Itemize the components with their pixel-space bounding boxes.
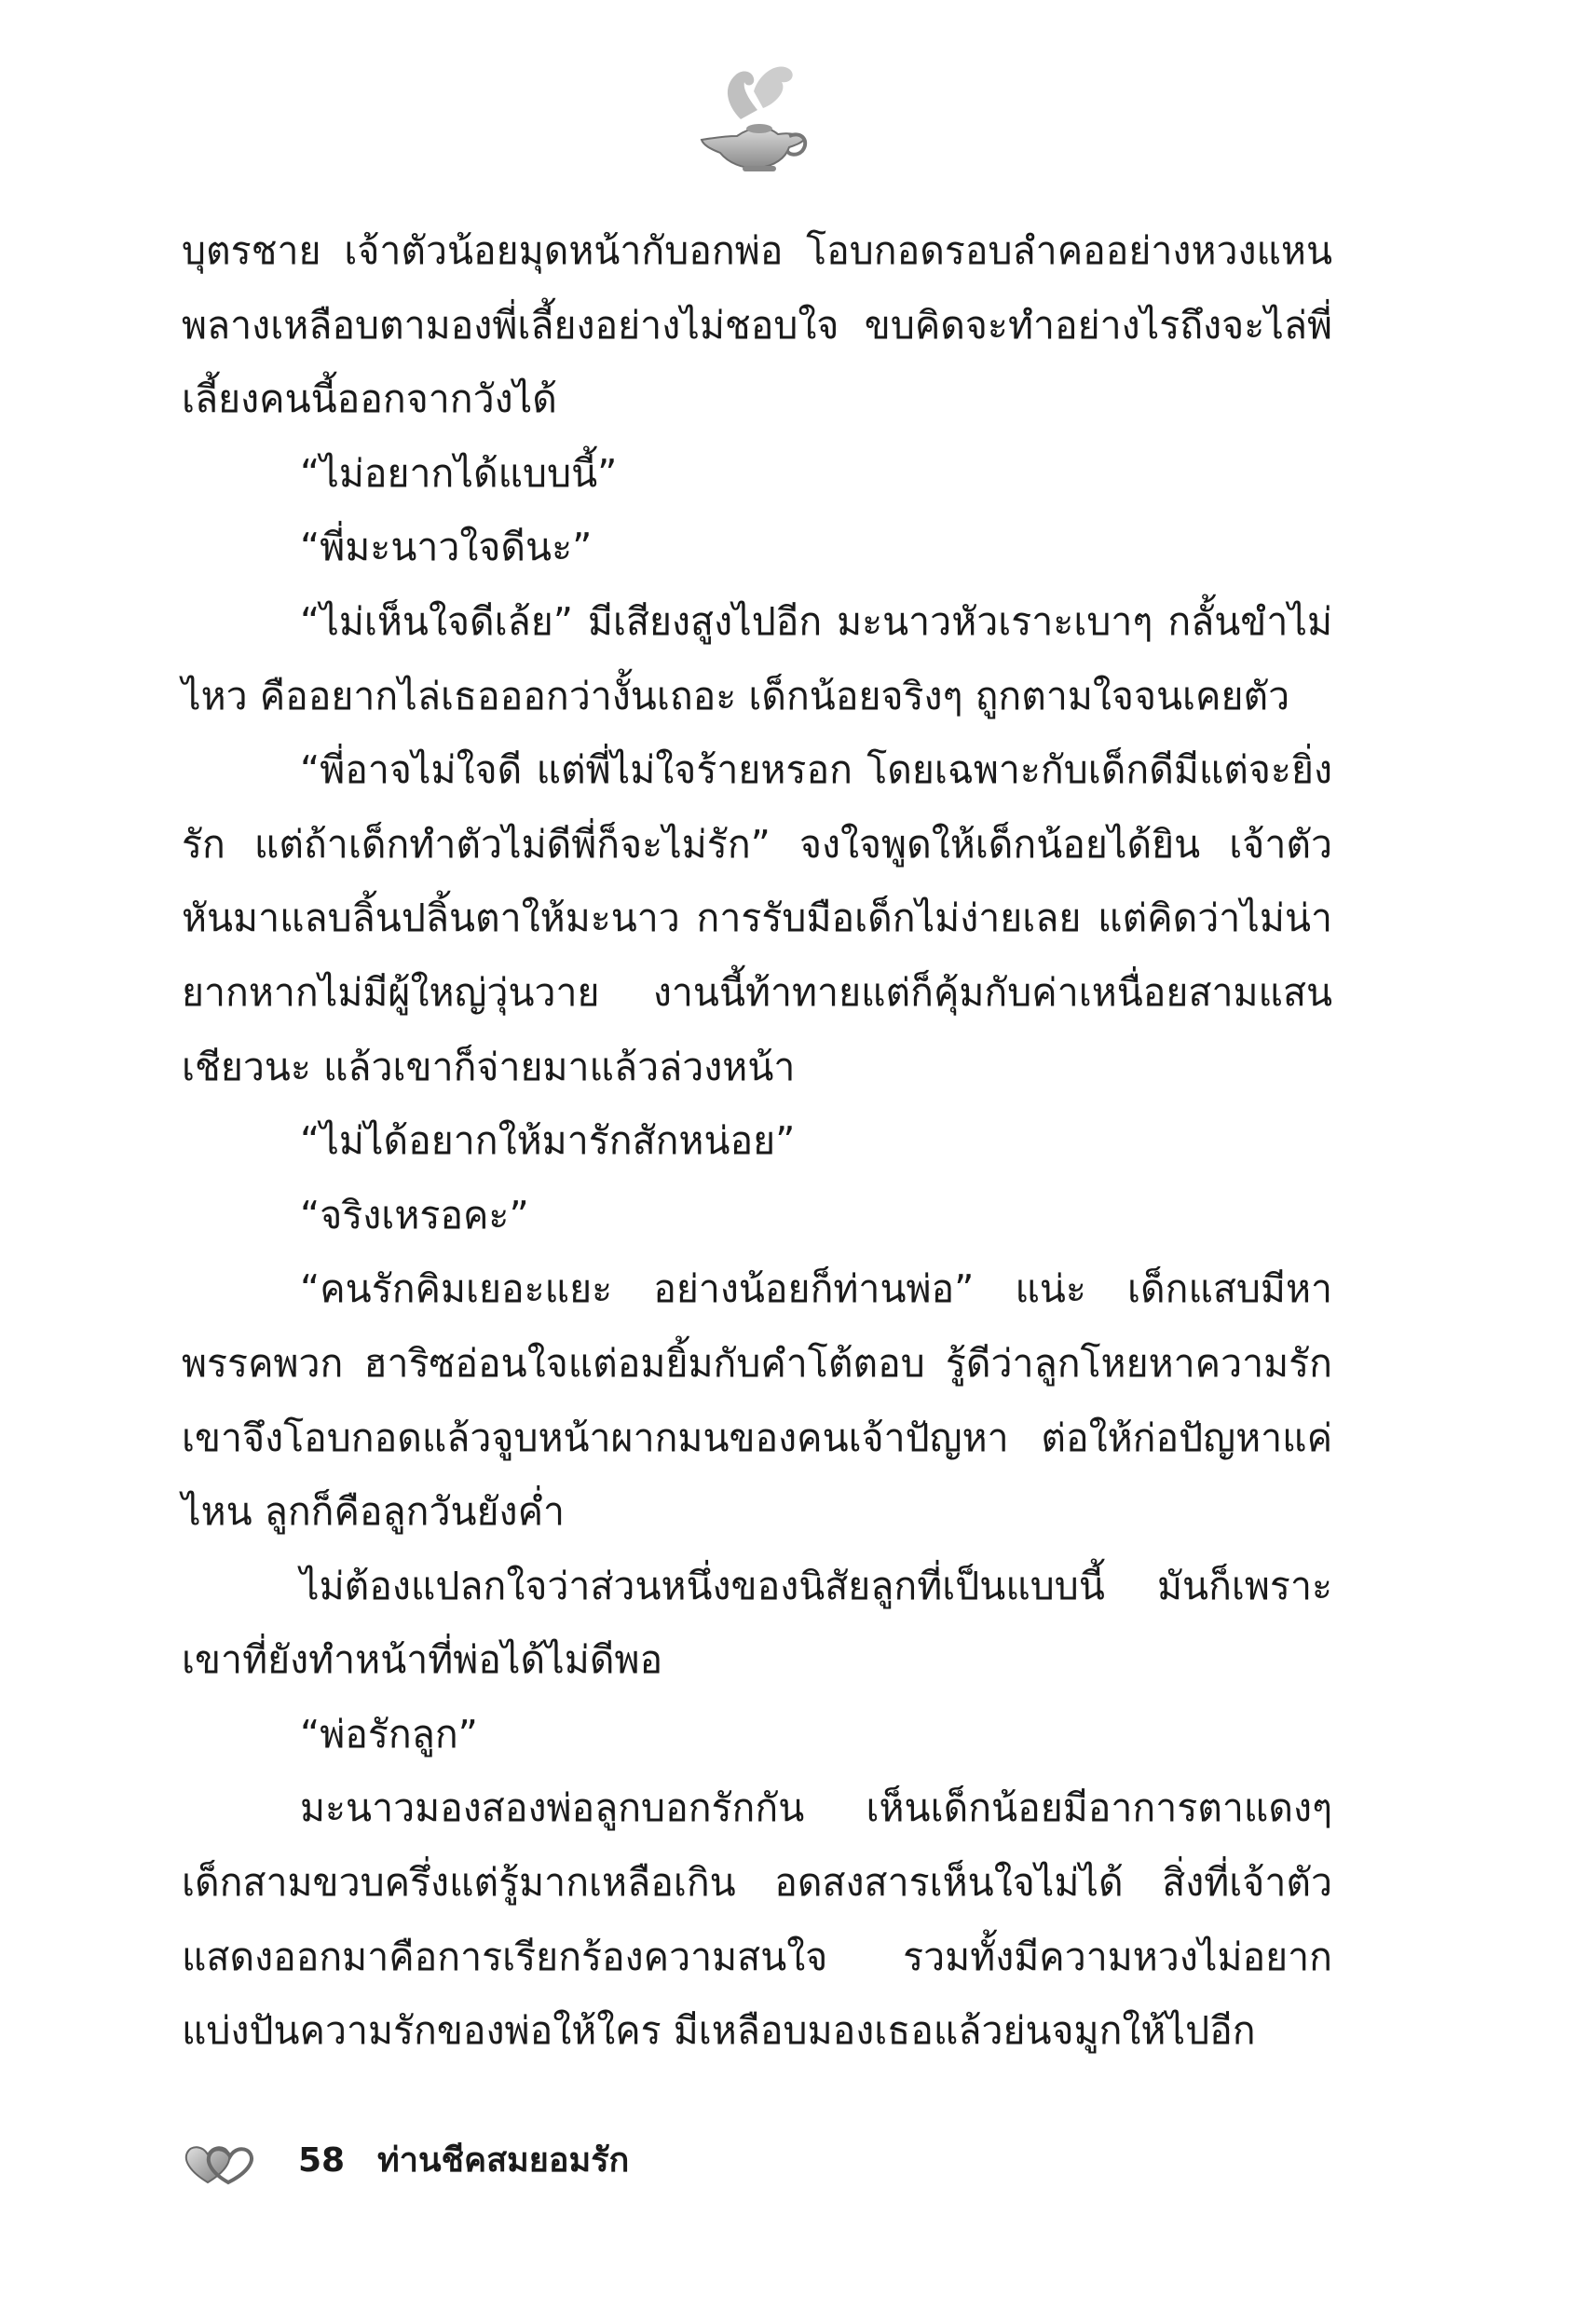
paragraph-9: ไม่ต้องแปลกใจว่าส่วนหนึ่งของนิสัยลูกที่เป็นแบบนี้ มันก็เพราะเขาที่ยังทำหน้าที่พ่อได้ไม่ดีพอ xyxy=(182,1563,1332,1683)
paragraph-5: “พี่อาจไม่ใจดี แต่พี่ไม่ใจร้ายหรอก โดยเฉพาะกับเด็กดีมีแต่จะยิ่งรัก แต่ถ้าเด็กทำตัวไม่ดีพี่ก็จะไม่รัก” จงใจพูดให้เด็กน้อยได้ยิน เจ้าตัวหันมาแลบลิ้นปลิ้นตาให้มะนาว การรับมือเด็กไม่ง่ายเลย แต่คิดว่าไม่น่ายากหากไม่มีผู้ใหญ่วุ่นวาย งานนี้ท้าทายแต่ก็คุ้มกับค่าเหนื่อยสามแสนเชียวนะ แล้วเขาก็จ่ายมาแล้วล่วงหน้า xyxy=(182,747,1332,1089)
page-footer xyxy=(182,2136,927,2192)
paragraph-2: “ไม่อยากได้แบบนี้” xyxy=(300,450,618,496)
paragraph-6: “ไม่ได้อยากให้มารักสักหน่อย” xyxy=(300,1118,796,1164)
double-heart-icon xyxy=(182,2140,256,2188)
paragraph-4: “ไม่เห็นใจดีเล้ย” มีเสียงสูงไปอีก มะนาวหัวเราะเบาๆ กลั้นขำไม่ไหว คืออยากไล่เธอออกว่างั้นเถอะ เด็กน้อยจริงๆ ถูกตามใจจนเคยตัว xyxy=(182,598,1332,718)
paragraph-1: บุตรชาย เจ้าตัวน้อยมุดหน้ากับอกพ่อ โอบกอดรอบลำคออย่างหวงแหน พลางเหลือบตามองพี่เลี้ยงอย่างไม่ชอบใจ ขบคิดจะทำอย่างไรถึงจะไล่พี่เลี้ยงคนนี้ออกจากวังได้ xyxy=(182,228,1332,422)
page-number: 58 xyxy=(298,2141,346,2180)
book-title: ท่านชีคสมยอมรัก xyxy=(377,2141,630,2180)
paragraph-3: “พี่มะนาวใจดีนะ” xyxy=(300,525,593,570)
genie-lamp-icon xyxy=(685,54,815,175)
paragraph-8: “คนรักคิมเยอะแยะ อย่างน้อยก็ท่านพ่อ” แน่ะ เด็กแสบมีหาพรรคพวก ฮาริซอ่อนใจแต่อมยิ้มกับคำโต้ตอบ รู้ดีว่าลูกโหยหาความรัก เขาจึงโอบกอดแล้วจูบหน้าผากมนของคนเจ้าปัญหา ต่อให้ก่อปัญหาแค่ไหน ลูกก็คือลูกวันยังค่ำ xyxy=(182,1266,1332,1535)
chapter-text xyxy=(182,214,1332,2069)
paragraph-10: “พ่อรักลูก” xyxy=(300,1711,478,1757)
paragraph-11: มะนาวมองสองพ่อลูกบอกรักกัน เห็นเด็กน้อยมีอาการตาแดงๆ เด็กสามขวบครึ่งแต่รู้มากเหลือเกิน อดสงสารเห็นใจไม่ได้ สิ่งที่เจ้าตัวแสดงออกมาคือการเรียกร้องความสนใจ รวมทั้งมีความหวงไม่อยากแบ่งปันความรักของพ่อให้ใคร มีเหลือบมองเธอแล้วย่นจมูกให้ไปอีก xyxy=(182,1785,1332,2054)
paragraph-7: “จริงเหรอคะ” xyxy=(300,1192,529,1238)
